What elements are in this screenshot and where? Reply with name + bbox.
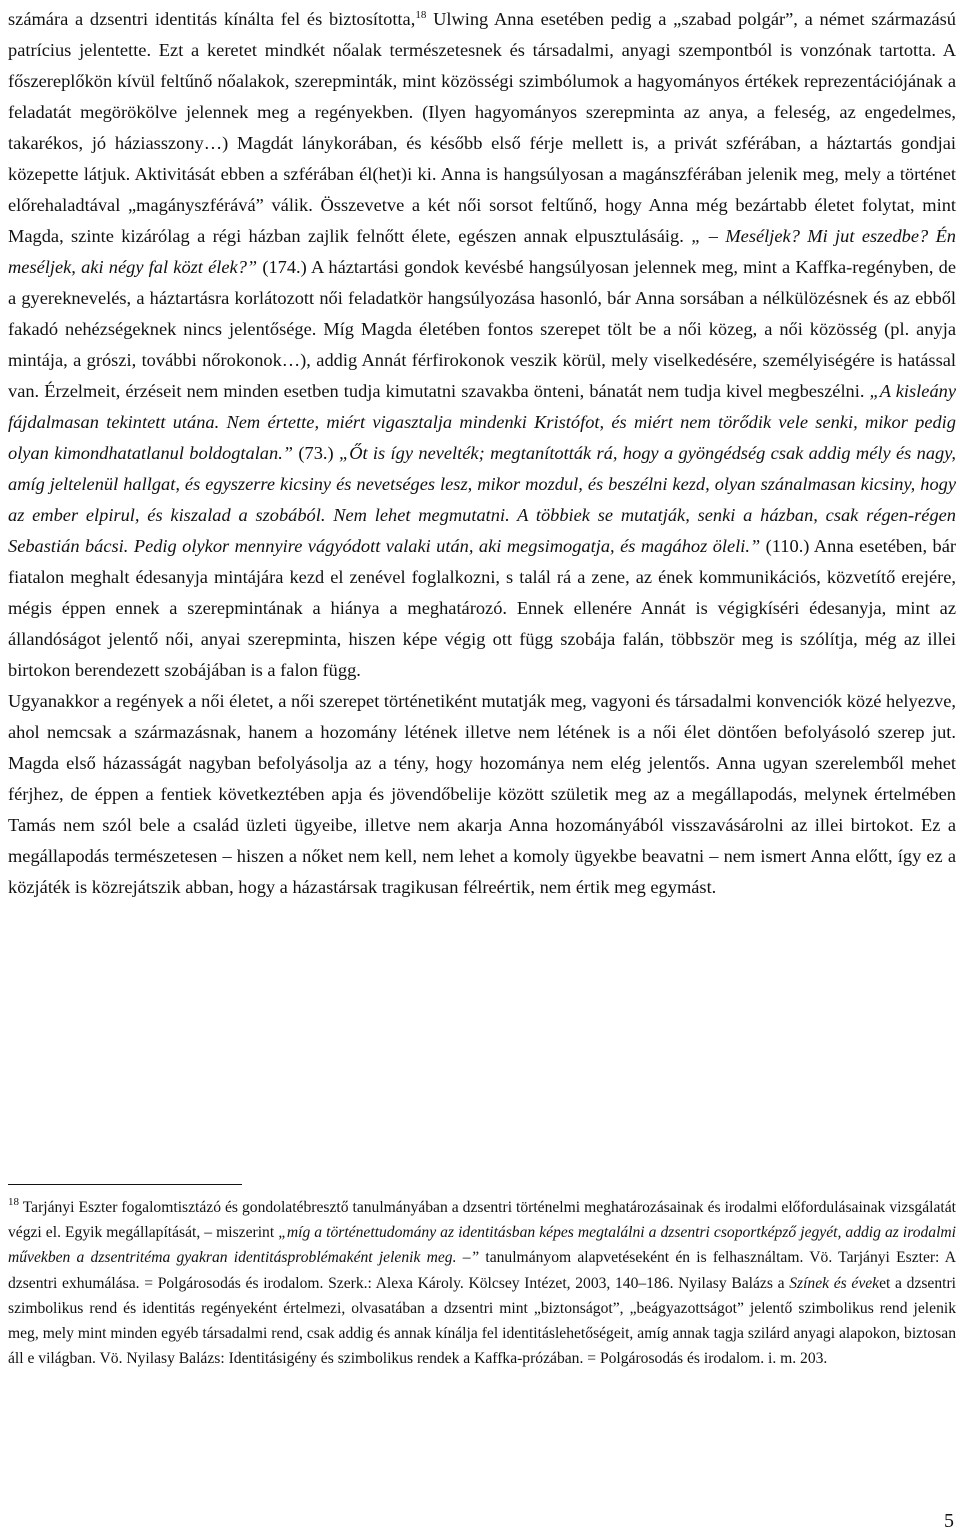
text-run: Ulwing Anna esetében pedig a „szabad polgár”, a német származású patrícius jelentette. Ezt a keretet mindkét nőalak természetesnek és társadalmi, anyagi szempontból is vonzónak tartotta. A főszereplőkön kívül feltűnő nőalakok, szerepminták, mint közösségi szimbólumok a hagyományos értékek reprezentációjának a feladatát megörökölve jelennek meg a regényekben. (Ilyen hagyományos szerepminta az anya, a feleség, az engedelmes, takarékos, jó háziasszony…) Magdát lánykorában, és később első férje mellett is, a privát szférában, a háztartás gondjai közepette látjuk. Aktivitását ebben a szférában él(het)i ki. Anna is hangsúlyosan a magánszférában jelenik meg, mely a történet előrehaladtával „magányszférává” válik. Összevetve a két női sorsot feltűnő, hogy Anna még bezártabb életet folytat, mint Magda, szinte kizárólag a régi házban zajlik felnőtt élete, egészen annak elpusztulásáig. [8, 9, 956, 246]
text-run: (110.) Anna esetében, bár fiatalon meghalt édesanyja mintájára kezd el zenével foglalkozni, s talál rá a zene, az ének kommunikációs, közvetítő erejére, mégis éppen ennek a szerepmintának a hiánya a meghatározó. Ennek ellenére Annát is végigkíséri édesanyja, mint az állandóságot jelentő női, anyai szerepminta, hiszen képe végig ott függ szobája falán, többször meg is szólítja, még az illei birtokon berendezett szobájában is a falon függ. [8, 536, 956, 680]
quotation-text: „ – Meséljek? Mi jut eszedbe? Én meséljek, aki négy fal közt élek?” [8, 226, 956, 277]
footnote-18 [8, 1195, 956, 1371]
quotation-text: „A kisleány fájdalmasan tekintett utána. Nem értette, miért vigasztalja mindenki Kristófot, és miért nem törődik vele senki, mikor pedig olyan kimondhatatlanul boldogtalan.” [8, 381, 957, 463]
document-page [8, 4, 956, 903]
quotation-text: „míg a történettudomány az identitásban képes megtalálni a dzsentri csoportképző jegyét, addig az irodalmi művekben a dzsentritéma gyakran identitásproblémaként jelenik meg. –” [8, 1224, 957, 1267]
body-paragraph-1 [8, 4, 956, 686]
quotation-text: Színek és évek [789, 1274, 880, 1292]
page-number: 5 [944, 1510, 954, 1532]
text-run: (73.) [293, 443, 339, 463]
text-run: számára a dzsentri identitás kínálta fel és biztosította, [8, 9, 416, 29]
footnote-marker: 18 [8, 1196, 19, 1208]
text-run: Tarjányi Eszter fogalomtisztázó és gondolatébresztő tanulmányában a dzsentri történelmi meghatározásainak és irodalmi előfordulásainak vizsgálatát végzi el. Egyik megállapítását, – miszerint [8, 1199, 956, 1242]
text-run: tanulmányom alapvetéseként én is felhasználtam. Vö. Tarjányi Eszter: A dzsentri exhumálása. = Polgárosodás és irodalom. Szerk.: Alexa Károly. Kölcsey Intézet, 2003, 140–186. Nyilasy Balázs a [8, 1249, 956, 1292]
footnote-separator [8, 1184, 242, 1185]
text-run: et a dzsentri szimbolikus rend és identitás regényeként értelmezi, olvasatában a dzsentri mint „biztonságot”, „beágyazottságot” jelentő szimbolikus rend jelenik meg, mely mint minden egyéb társadalmi rend, csak addig és annak kínálja fel identitáslehetőségeit, amíg annak tagja szilárd anyagi alapokon, biztosan áll e világban. Vö. Nyilasy Balázs: Identitásigény és szimbolikus rendek a Kaffka-prózában. = Polgárosodás és irodalom. i. m. 203. [8, 1274, 957, 1368]
quotation-text: „Őt is így nevelték; megtanították rá, hogy a gyöngédség csak addig mély és nagy, amíg jeltelenül hallgat, és egyszerre kicsiny és nevetséges lesz, mikor mozdul, és beszélni kezd, olyan szánalmasan kicsiny, hogy az ember elpirul, és kiszalad a szobából. Nem lehet megmutatni. A többiek se mutatják, senki a házban, csak régen-régen Sebastián bácsi. Pedig olykor mennyire vágyódott valaki után, aki megsimogatja, és magához öleli.” [8, 443, 956, 556]
footnote-marker: 18 [415, 9, 427, 21]
body-paragraph-2: Ugyanakkor a regények a női életet, a női szerepet történetiként mutatják meg, vagyoni és társadalmi konvenciók közé helyezve, ahol nemcsak a származásnak, hanem a hozomány létének illetve nem létének is a női élet döntően befolyásoló szerep jut. Magda első házasságát nagyban befolyásolja az a tény, hogy hozománya nem elég jelentős. Anna ugyan szerelemből mehet férjhez, de éppen a fentiek következtében apja és jövendőbelije között születik meg az a megállapodás, melynek értelmében Tamás nem szól bele a család üzleti ügyeibe, illetve nem akarja Anna hozományából visszavásárolni az illei birtokot. Ez a megállapodás természetesen – hiszen a nőket nem kell, nem lehet a komoly ügyekbe beavatni – nem ismert Anna előtt, így ez a közjáték is közrejátszik abban, hogy a házastársak tragikusan félreértik, nem értik meg egymást. [8, 691, 956, 897]
text-run: (174.) A háztartási gondok kevésbé hangsúlyosan jelennek meg, mint a Kaffka-regényben, de a gyereknevelés, a háztartásra korlátozott női feladatkör hangsúlyozása hasonló, bár Anna sorsában a nélkülözésnek és az ebből fakadó nehézségeknek nincs jelentősége. Míg Magda életében fontos szerepet tölt be a női közeg, a női közösség (pl. anyja mintája, a grószi, további nőrokonok…), addig Annát férfirokonok veszik körül, mely viselkedésére, személyiségére is hatással van. Érzelmeit, érzéseit nem minden esetben tudja kimutatni szavakba önteni, bánatát nem tudja kivel megbeszélni. [8, 257, 956, 401]
